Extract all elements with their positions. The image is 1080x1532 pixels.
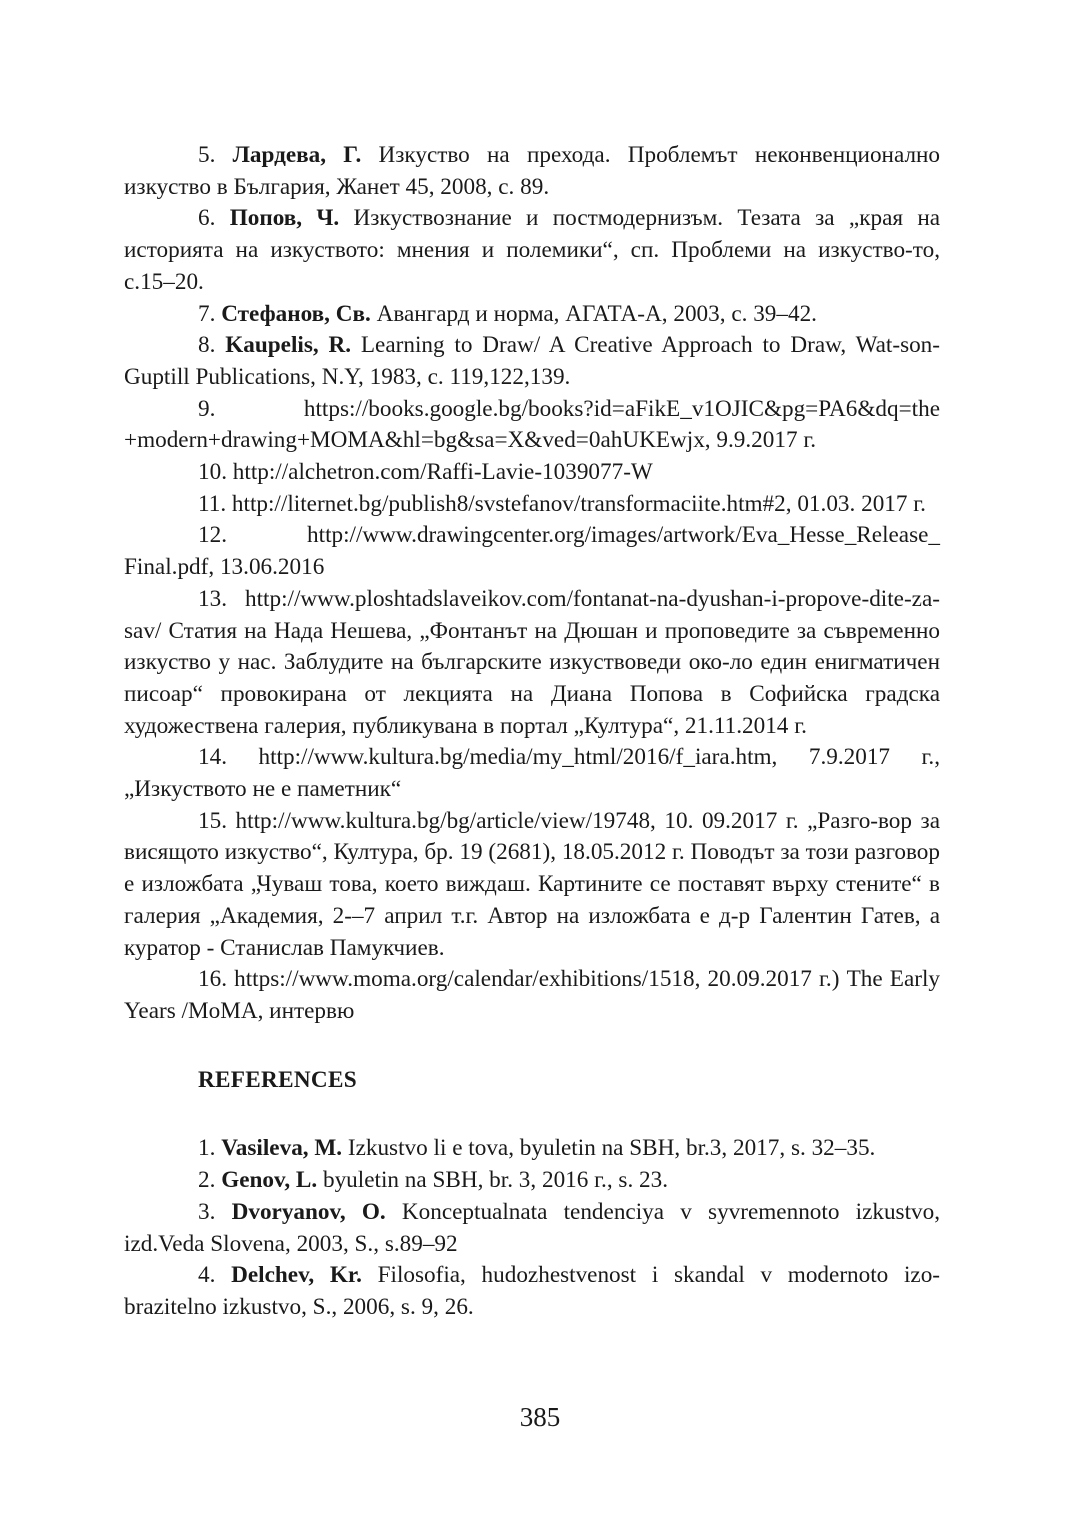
reference-item [124, 394, 940, 457]
reference-item [124, 964, 940, 1027]
reference-number: 2. [198, 1167, 216, 1194]
reference-item [124, 203, 940, 298]
reference-item [124, 299, 940, 331]
reference-item [124, 140, 940, 203]
reference-author: Dvoryanov, O. [231, 1198, 386, 1225]
reference-number: 12. [198, 522, 227, 549]
literature-list [124, 140, 940, 1028]
reference-item [124, 1260, 940, 1323]
reference-text: Filosofia, hudozhestvenost i skandal v modernoto izo-brazitelno izkustvo, S., 2006, s. 9, 26. [124, 1262, 941, 1320]
reference-author: Vasileva, M. [221, 1135, 343, 1162]
reference-text: Авангард и норма, АГАТА-А, 2003, с. 39–42. [376, 300, 817, 327]
text-block [124, 140, 940, 1324]
reference-item [124, 742, 940, 805]
reference-text: Konceptualnata tendenciya v syvremennoto izkustvo, izd.Veda Slovena, 2003, S., s.89–92 [124, 1198, 940, 1257]
reference-number: 11. [198, 490, 227, 517]
reference-text: Изкуствознание и постмодернизъм. Тезата за „края на историята на изкуството: мнения и полемики“, сп. Проблеми на изкуство-то, с.15–20. [124, 205, 941, 295]
reference-number: 16. [198, 966, 227, 993]
reference-number: 7. [198, 300, 216, 327]
reference-link[interactable]: https://www.moma.org/calendar/exhibitions/1518, 20.09.2017 г.) The Early Years /MoMA, интервю [124, 966, 941, 1024]
reference-link[interactable]: http://www.kultura.bg/bg/article/view/19748, 10. 09.2017 г. „Разго-вор за висящото изкуство“, Култура, бр. 19 (2681), 18.05.2012 г. Поводът за този разговор е изложбата „Чуваш това, което виждаш. Картините се поставят върху стените“ в галерия „Академия, 2-–7 април т.г. Автор на изложбата е д-р Галентин Гатев, а куратор - Станислав Памукчиев. [124, 807, 940, 961]
reference-author: Стефанов, Св. [221, 300, 371, 327]
reference-number: 10. [198, 459, 227, 486]
reference-number: 13. [198, 585, 227, 612]
reference-link[interactable]: http://liternet.bg/publish8/svstefanov/transformaciite.htm#2, 01.03. 2017 г. [231, 490, 926, 517]
reference-author: Kaupelis, R. [225, 332, 352, 359]
reference-text: Izkustvo li e tova, byuletin na SBH, br.3, 2017, s. 32–35. [347, 1135, 876, 1162]
reference-number: 14. [198, 744, 227, 771]
reference-number: 8. [198, 332, 216, 359]
reference-item [124, 584, 940, 743]
reference-item [124, 1165, 940, 1197]
reference-number: 3. [198, 1198, 216, 1225]
reference-text: byuletin na SBH, br. 3, 2016 г., s. 23. [322, 1167, 669, 1194]
reference-number: 15. [198, 807, 227, 834]
reference-link[interactable]: http://www.ploshtadslaveikov.com/fontanat-na-dyushan-i-propove-dite-za-sav/ Статия на Нада Нешева, „Фонтанът на Дюшан и проповедите за съвременно изкуство у нас. Заблудите на българските изкуствоведи око-ло един енигматичен писоар“ провокирана от лекцията на Диана Попова в Софийска градска художествена галерия, публикувана в портал „Култура“, 21.11.2014 г. [124, 585, 940, 739]
reference-author: Лардева, Г. [232, 142, 362, 168]
reference-number: 5. [198, 142, 216, 168]
reference-number: 4. [198, 1262, 216, 1289]
reference-link[interactable]: https://books.google.bg/books?id=aFikE_v1OJIC&pg=PA6&dq=the +modern+drawing+MOMA&hl=bg&sa=X&ved=0ahUKEwjx, 9.9.2017 г. [124, 395, 940, 454]
reference-item [124, 1197, 940, 1260]
reference-item [124, 520, 940, 583]
reference-text: Learning to Draw/ A Creative Approach to Draw, Wat-son-Guptill Publications, N.Y, 1983, с. 119,122,139. [124, 332, 941, 390]
reference-text: Изкуство на прехода. Проблемът неконвенционално изкуство в България, Жанет 45, 2008, с. 89. [124, 142, 941, 200]
reference-link[interactable]: http://alchetron.com/Raffi-Lavie-1039077-W [232, 459, 653, 486]
reference-item [124, 806, 940, 965]
reference-item [124, 1133, 940, 1165]
references-heading: REFERENCES [198, 1066, 357, 1093]
reference-number: 1. [198, 1135, 216, 1162]
reference-author: Delchev, Kr. [231, 1262, 362, 1289]
reference-author: Попов, Ч. [229, 205, 340, 232]
reference-author: Genov, L. [221, 1167, 318, 1194]
reference-number: 6. [198, 205, 216, 232]
reference-item [124, 330, 940, 393]
reference-number: 9. [198, 395, 216, 422]
reference-item [124, 457, 940, 489]
reference-item [124, 489, 940, 521]
reference-link[interactable]: http://www.kultura.bg/media/my_html/2016/f_iara.htm, 7.9.2017 г., „Изкуството не е паметник“ [124, 744, 941, 803]
reference-link[interactable]: http://www.drawingcenter.org/images/artwork/Eva_Hesse_Release_ Final.pdf, 13.06.2016 [124, 522, 940, 581]
page-number: 385 [519, 1402, 561, 1432]
references-list [124, 1133, 940, 1323]
